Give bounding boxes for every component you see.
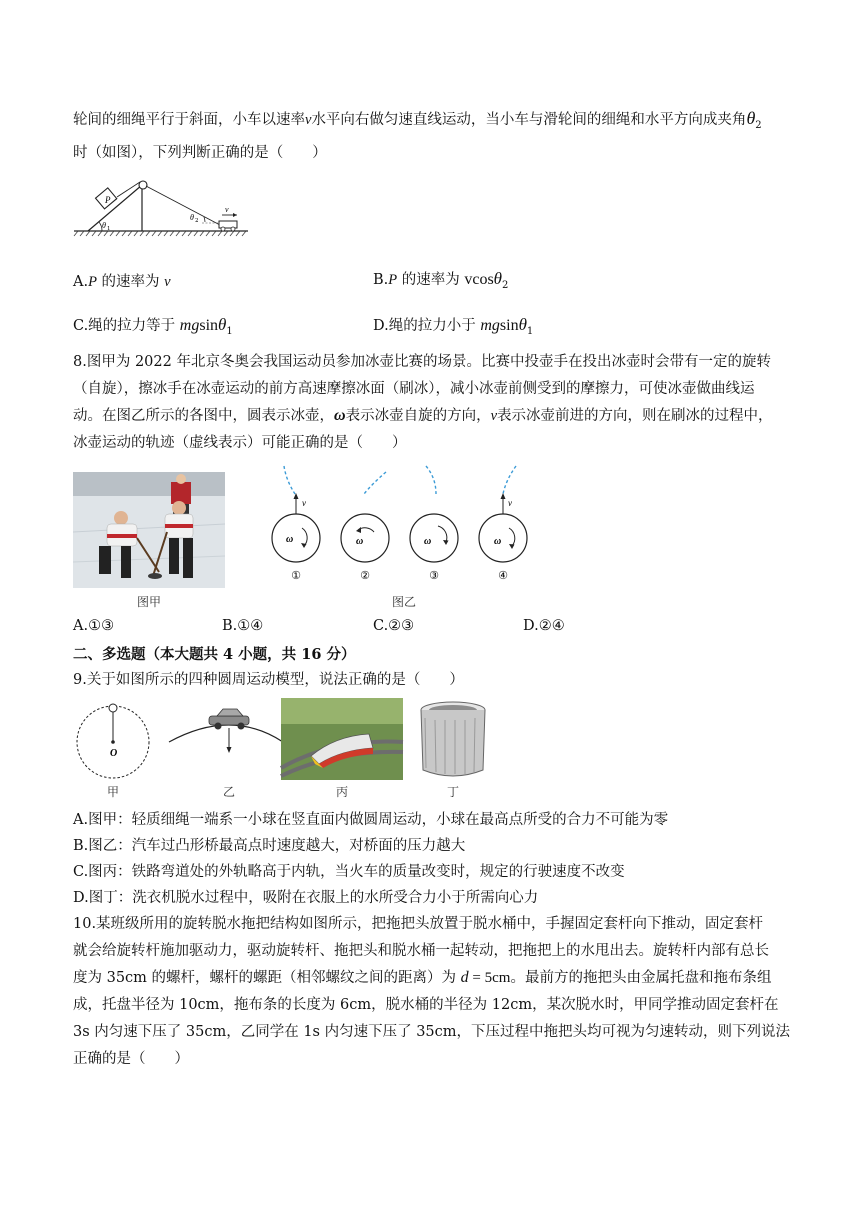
svg-text:ω: ω	[424, 536, 432, 547]
svg-text:ω: ω	[356, 536, 364, 547]
q10-line-5: 3s 内匀速下压了 35cm，乙同学在 1s 内匀速下压了 35cm，下压过程中拖把头均可视为匀速转动，则下列说法	[73, 1024, 791, 1040]
q7-line-2: 时（如图），下列判断正确的是（ ）	[73, 145, 327, 161]
q8-curling-diagrams	[262, 458, 542, 610]
stone-4	[479, 466, 527, 582]
q9-option-d: D.图丁：洗衣机脱水过程中，吸附在衣服上的水所受合力小于所需向心力	[73, 890, 539, 906]
stone-1-label: ①	[291, 569, 301, 582]
q7-option-a: A.P 的速率为 v	[73, 274, 171, 290]
q9-models-figure	[73, 698, 493, 802]
q7-label-p: P	[105, 195, 111, 205]
q10-line-2: 就会给旋转杆施加驱动力，驱动旋转杆、拖把头和脱水桶一起转动，把拖把上的水甩出去。旋转杆内部有总长	[73, 943, 769, 959]
svg-text:v: v	[508, 498, 512, 508]
q7-option-d: D.绳的拉力小于 mgsinθ$_1$	[373, 315, 534, 337]
q8-option-d: D.②④	[523, 618, 565, 634]
svg-text:丁: 丁	[446, 785, 460, 799]
q7-label-theta1: θ	[102, 221, 106, 230]
q8-line-1: 8.图甲为 2022 年北京冬奥会我国运动员参加冰壶比赛的场景。比赛中投壶手在投出冰壶时会带有一定的旋转	[73, 354, 771, 370]
section-title-multi-choice: 二、多选题（本大题共 4 小题，共 16 分）	[73, 646, 356, 663]
q7-text: 轮间的细绳平行于斜面，小车以速率	[73, 112, 305, 128]
q10-line-3: 度为 35cm 的螺杆，螺杆的螺距（相邻螺纹之间的距离）为 d = 5cm。最前方的拖把头由金属托盘和拖布条组	[73, 969, 772, 986]
model-ding	[421, 702, 485, 799]
q7-label-theta2: θ	[190, 213, 194, 222]
q7-option-c: C.绳的拉力等于 mgsinθ$_1$	[73, 315, 233, 337]
stone-1	[272, 466, 320, 582]
q7-pulley-figure	[72, 175, 252, 240]
q7-text-b: 水平向右做匀速直线运动，当小车与滑轮间的细绳和水平方向成夹角	[311, 112, 747, 128]
model-bing	[281, 698, 403, 799]
q10-line-4: 成，托盘半径为 10cm，拖布条的长度为 6cm，脱水桶的半径为 12cm，某次脱水时，甲同学推动固定套杆在	[73, 997, 779, 1013]
stone-3-label: ③	[429, 569, 439, 582]
model-jia	[77, 704, 149, 799]
q8-option-a: A.①③	[73, 618, 115, 634]
q8-line-2: （自旋），擦冰手在冰壶运动的前方高速摩擦冰面（刷冰），减小冰壶前侧受到的摩擦力，可使冰壶做曲线运	[73, 381, 755, 397]
svg-text:ω: ω	[286, 534, 294, 545]
stone-2	[341, 472, 389, 582]
q7-theta: θ	[746, 108, 756, 128]
stone-4-label: ④	[498, 569, 508, 582]
q7-label-theta1-sub: 1	[107, 226, 111, 232]
q9-option-c: C.图丙：铁路弯道处的外轨略高于内轨，当火车的质量改变时，规定的行驶速度不改变	[73, 864, 625, 880]
svg-text:v: v	[302, 498, 306, 508]
q8-line-3: 动。在图乙所示的各图中，圆表示冰壶，ω表示冰壶自旋的方向，v表示冰壶前进的方向，则在刷冰的过程中，	[73, 407, 773, 424]
q7-label-theta2-sub: 2	[195, 218, 199, 224]
q7-label-v: v	[225, 205, 229, 214]
svg-text:甲: 甲	[106, 785, 120, 799]
q8-curling-photo	[73, 472, 225, 612]
q8-option-c: C.②③	[373, 618, 415, 634]
q8-caption-yi: 图乙	[391, 595, 417, 609]
stone-2-label: ②	[360, 569, 370, 582]
q9-option-a: A.图甲：轻质细绳一端系一小球在竖直面内做圆周运动，小球在最高点所受的合力不可能为零	[73, 812, 669, 828]
q10-line-1: 10.某班级所用的旋转脱水拖把结构如图所示，把拖把头放置于脱水桶中，手握固定套杆向下推动，固定套杆	[73, 916, 764, 932]
q7-option-b: B.P 的速率为 vcosθ$_2$	[373, 269, 509, 291]
q8-option-b: B.①④	[222, 618, 264, 634]
stone-3	[410, 466, 458, 582]
svg-text:丙: 丙	[335, 785, 349, 799]
q10-line-6: 正确的是（ ）	[73, 1051, 189, 1067]
q9-stem: 9.关于如图所示的四种圆周运动模型，说法正确的是（ ）	[73, 672, 464, 688]
model-yi	[169, 709, 283, 799]
svg-text:ω: ω	[494, 536, 502, 547]
q7-line-1	[73, 108, 762, 136]
q8-line-4: 冰壶运动的轨迹（虚线表示）可能正确的是（ ）	[73, 435, 407, 451]
q7-theta-sub: 2	[755, 120, 762, 131]
q8-caption-jia: 图甲	[136, 595, 162, 609]
q7-v: v	[305, 112, 312, 128]
svg-text:O: O	[110, 748, 118, 759]
q9-option-b: B.图乙：汽车过凸形桥最高点时速度越大，对桥面的压力越大	[73, 838, 466, 854]
svg-text:乙: 乙	[222, 785, 236, 799]
